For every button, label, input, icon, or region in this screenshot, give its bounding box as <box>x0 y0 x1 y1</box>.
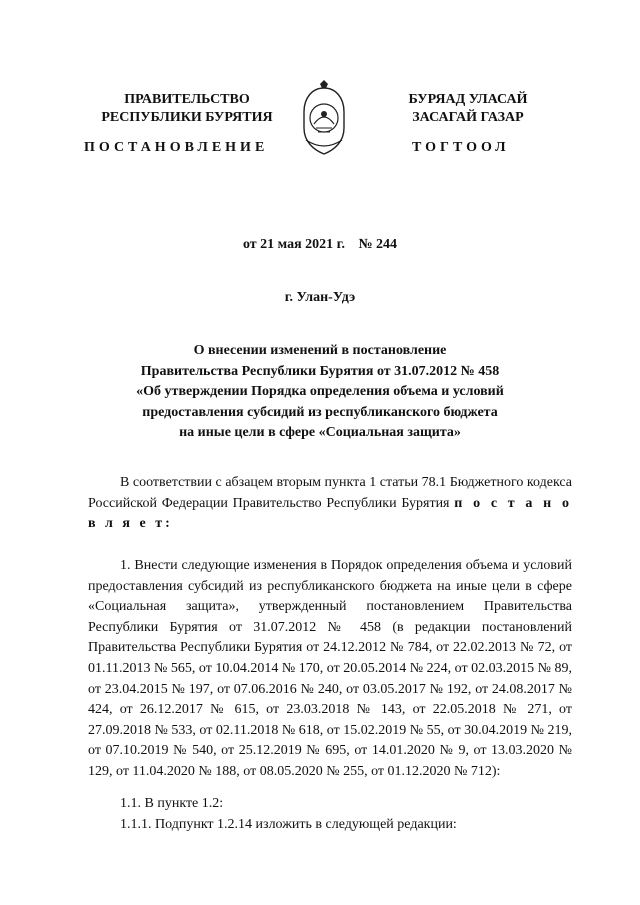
subject-line-4: предоставления субсидий из республиканского бюджета <box>142 404 498 420</box>
city: г. Улан-Удэ <box>284 290 356 305</box>
document-number: № 244 <box>358 237 398 252</box>
issuer-buryat-line-2: ЗАСАГАЙ ГАЗАР <box>412 110 524 125</box>
date-line <box>0 237 640 253</box>
point-1-text: 1. Внести следующие изменения в Порядок определения объема и условий предоставления субсидий из республиканского бюджета на иные цели в сфере «Социальная защита», утвержденный постановлением Правительства Республики Бурятия от 31.07.2012 № 458 (в редакции постановлений Правительства Республики Бурятия от 24.12.2012 № 784, от 22.02.2013 № 72, от 01.11.2013 № 565, от 10.04.2014 № 170, от 20.05.2014 № 224, от 02.03.2015 № 89, от 23.04.2015 № 197, от 07.06.2016 № 240, от 03.05.2017 № 192, от 24.08.2017 № 424, от 26.12.2017 № 615, от 23.03.2018 № 143, от 22.05.2018 № 271, от 27.09.2018 № 533, от 02.11.2018 № 618, от 15.02.2019 № 55, от 30.04.2019 № 219, от 07.10.2019 № 540, от 25.12.2019 № 695, от 14.01.2020 № 9, от 13.03.2020 № 129, от 11.04.2020 № 188, от 08.05.2020 № 255, от 01.12.2020 № 712): <box>88 558 572 779</box>
item-1-1: 1.1. В пункте 1.2: <box>120 796 224 811</box>
preamble-text: В соответствии с абзацем вторым пункта 1 статьи 78.1 Бюджетного кодекса Российской Федерации Правительство Республики Бурятия <box>88 475 572 511</box>
issuer-buryat-line-1: БУРЯАД УЛАСАЙ <box>408 92 528 107</box>
subject-line-3: «Об утверждении Порядка определения объема и условий <box>136 384 504 400</box>
issuer-name-buryat <box>378 91 558 127</box>
coat-of-arms-icon <box>292 80 356 156</box>
issuer-line-2: РЕСПУБЛИКИ БУРЯТИЯ <box>101 110 273 125</box>
issuer-line-1: ПРАВИТЕЛЬСТВО <box>124 92 250 107</box>
point-1-paragraph <box>88 556 572 783</box>
doc-type-buryat: ТОГТООЛ <box>412 140 510 155</box>
subject-line-2: Правительства Республики Бурятия от 31.07.2012 № 458 <box>140 363 500 379</box>
subject-line-1: О внесении изменений в постановление <box>193 343 447 358</box>
item-1-1-1: 1.1.1. Подпункт 1.2.14 изложить в следующей редакции: <box>120 817 457 832</box>
preamble-paragraph <box>88 473 572 535</box>
subject-line-5: на иные цели в сфере «Социальная защита» <box>179 425 461 441</box>
resolves-word: п о с т а н о в л я е т: <box>88 495 572 532</box>
document-subject <box>100 341 540 444</box>
document-date: от 21 мая 2021 г. <box>242 237 345 252</box>
doc-type-russian: ПОСТАНОВЛЕНИЕ <box>84 140 269 155</box>
issuer-name-russian <box>92 91 282 127</box>
